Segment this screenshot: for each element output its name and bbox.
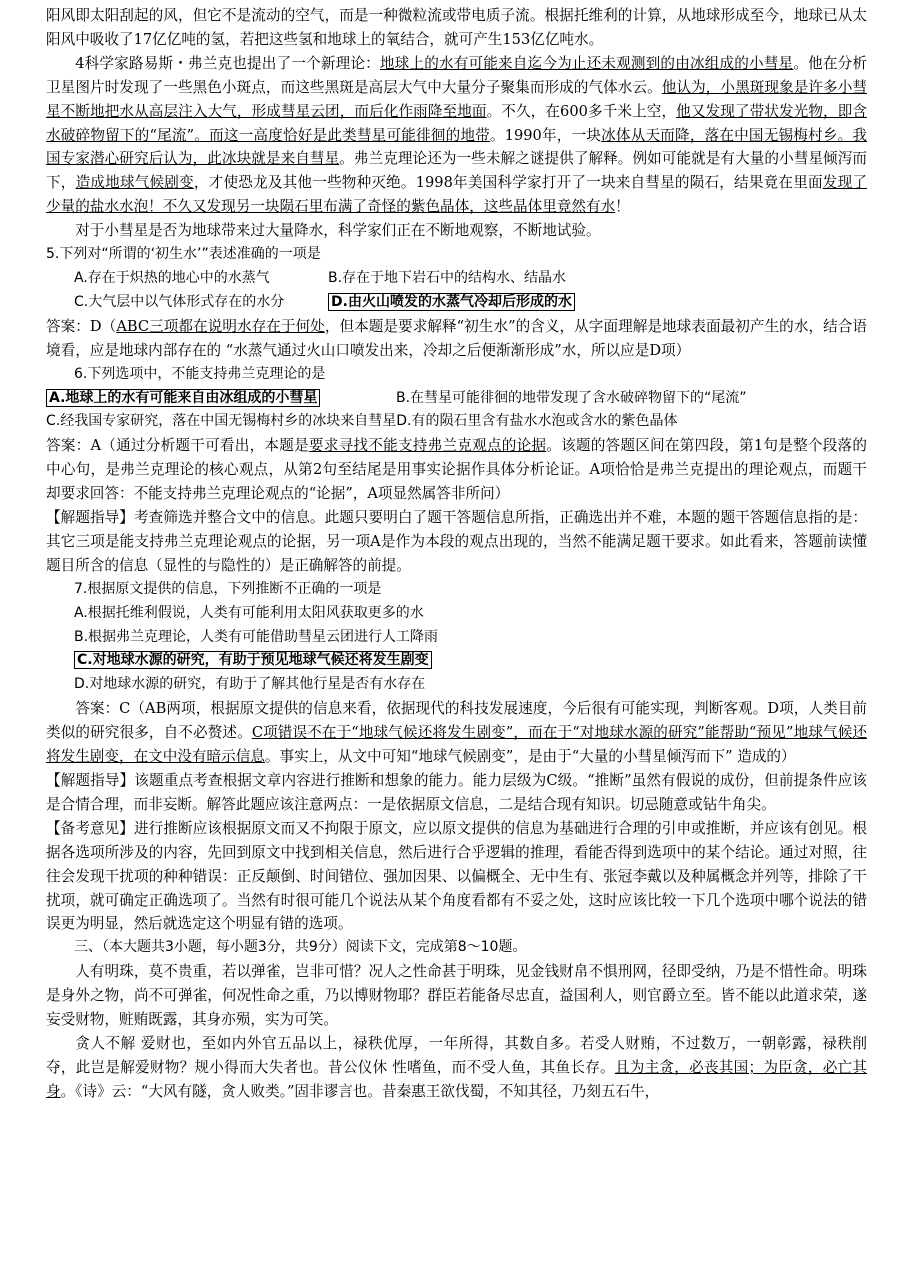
option-7c-correct: C.对地球水源的研究，有助于预见地球气候还将发生剧变 xyxy=(74,651,432,669)
passage-paragraph-5: 对于小彗星是否为地球带来过大量降水，科学家们正在不断地观察，不断地试验。 xyxy=(75,222,601,240)
option-6a-correct: A.地球上的水有可能来自由冰组成的小彗星 xyxy=(46,389,320,407)
underlined-phrase: C项错误不在于“地球气候还将发生剧变”，而在于“对地球水源的研究”能帮助“预见”地球气候还将发生剧变，在文中没有暗示信息 xyxy=(46,724,867,766)
underlined-phrase: 地球上的水有可能来自迄今为止还未观测到的由冰组成的小彗星 xyxy=(379,54,794,72)
option-6b: B.在彗星可能徘徊的地带发现了含水破碎物留下的“尾流” xyxy=(396,389,747,406)
option-6d: D.有的陨石里含有盐水水泡或含水的紫色晶体 xyxy=(396,413,678,430)
underlined-phrase: 发现了少量的盐水水泡！不久又发现另一块陨石里布满了奇怪的紫色晶体，这些晶体里竟然有水 xyxy=(46,174,867,216)
question-6-options-row-1 xyxy=(46,387,867,411)
question-6-guide: 【解题指导】考查筛选并整合文中的信息。此题只要明白了题干答题信息所指，正确选出并不难，本题的题干答题信息指的是：其它三项是能支持弗兰克理论观点的论据，另一项A是作为本段的观点出现的，当然不能满足题干要求。如此看来，答题前读懂题目所含的信息（显性的与隐性的）是正确解答的前提。 xyxy=(46,509,867,574)
question-5-options-row-1 xyxy=(46,267,867,291)
classical-paragraph-1: 人有明珠，莫不贵重，若以弹雀，岂非可惜？况人之性命甚于明珠，见金钱财帛不惧刑网，径即受纳，乃是不惜性命。明珠是身外之物，尚不可弹雀，何况性命之重，乃以博财物耶？群臣若能备尽忠直，益国利人，则官爵立至。皆不能以此道求荣，遂妄受财物，赃贿既露，其身亦殒，实为可笑。 xyxy=(46,963,867,1029)
section-3-title: 三、（本大题共3小题，每小题3分，共9分）阅读下文，完成第8～10题。 xyxy=(74,939,527,956)
passage-paragraph-4: 4科学家路易斯・弗兰克也提出了一个新理论：地球上的水有可能来自迄今为止还未观测到的由冰组成的小彗星。他在分析卫星图片时发现了一些黑色小斑点，而这些黑斑是高层大气中大量分子聚集而形成的气体水云。他认为，小黑斑现象是许多小彗星不断地把水从高层注入大气，形成彗星云团，而后化作雨降至地面。不久，在600多千米上空，他又发现了带状发光物，即含水破碎物留下的“尾流”。而这一高度恰好是此类彗星可能徘徊的地带。1990年，一块冰体从天而降，落在中国无锡梅村乡。我国专家潜心研究后认为，此冰块就是来自彗星。弗兰克理论还为一些未解之谜提供了解释。例如可能就是有大量的小彗星倾泻而下，造成地球气候剧变，才使恐龙及其他一些物种灭绝。1998年美国科学家打开了一块来自彗星的陨石，结果竟在里面发现了少量的盐水水泡！不久又发现另一块陨石里布满了奇怪的紫色晶体，这些晶体里竟然有水！ xyxy=(46,54,867,216)
option-7b: B.根据弗兰克理论，人类有可能借助彗星云团进行人工降雨 xyxy=(74,628,439,645)
question-6-options-row-2 xyxy=(46,410,867,434)
underlined-phrase: 且为主贪，必丧其国；为臣贪，必亡其身 xyxy=(46,1058,867,1100)
option-5b: B.存在于地下岩石中的结构水、结晶水 xyxy=(328,269,567,286)
question-7-guide: 【解题指导】该题重点考查根据文章内容进行推断和想象的能力。能力层级为C级。“推断”虽然有假说的成份，但前提条件应该是合情合理，而非妄断。解答此题应该注意两点：一是依据原文信息，二是结合现有知识。切忌随意或钻牛角尖。 xyxy=(46,772,867,813)
question-5-answer: 答案：D（ABC三项都在说明水存在于何处，但本题是要求解释“初生水”的含义，从字面理解是地球表面最初产生的水，结合语境看，应是地球内部存在的 “水蒸气通过火山口喷发出来，冷却之后便渐渐形成”水，所以应是D项） xyxy=(46,317,867,359)
question-7-advice: 【备考意见】进行推断应该根据原文而又不拘限于原文，应以原文提供的信息为基础进行合理的引申或推断，并应该有创见。根据各选项所涉及的内容，先回到原文中找到相关信息，然后进行合乎逻辑的推理，看能否得到选项中的某个结论。通过对照，往往会发现干扰项的种种错误：正反颠倒、时间错位、强加因果、以偏概全、无中生有、张冠李戴以及种属概念并列等，排除了干扰项，就可确定正确选项了。当然有时很可能几个说法从某个角度看都有不妥之处，这时应该比较一下几个选项中哪个说法的错误更为明显，然后就选定这个明显有错的选项。 xyxy=(46,819,867,933)
underlined-phrase: 要求寻找不能支持弗兰克观点的论据 xyxy=(308,437,547,455)
option-5c: C.大气层中以气体形式存在的水分 xyxy=(74,293,285,310)
underlined-phrase: 他又发现了带状发光物，即含水破碎物留下的“尾流”。而这一高度恰好是此类彗星可能徘徊的地带 xyxy=(46,102,867,144)
question-7-answer: 答案：C（AB两项，根据原文提供的信息来看，依据现代的科技发展速度，今后很有可能实现，判断客观。D项，人类目前类似的研究很多，自不必赘述。C项错误不在于“地球气候还将发生剧变”，而在于“对地球水源的研究”能帮助“预见”地球气候还将发生剧变，在文中没有暗示信息。事实上，从文中可知“地球气候剧变”，是由于“大量的小彗星倾泻而下” 造成的） xyxy=(46,700,867,766)
question-5-stem: 5.下列对“所谓的‘初生水’”表述准确的一项是 xyxy=(46,246,321,263)
option-5a: A.存在于炽热的地心中的水蒸气 xyxy=(74,269,270,286)
option-7a: A.根据托维利假说，人类有可能利用太阳风获取更多的水 xyxy=(74,604,424,621)
option-6c: C.经我国专家研究，落在中国无锡梅村乡的冰块来自彗星 xyxy=(46,413,397,430)
option-7c-row xyxy=(46,649,867,673)
underlined-phrase: 他认为，小黑斑现象是许多小彗星不断地把水从高层注入大气，形成彗星云团，而后化作雨降至地面 xyxy=(46,78,867,120)
question-5-options-row-2 xyxy=(46,291,867,315)
classical-paragraph-2: 贪人不解 爱财也，至如内外官五品以上，禄秩优厚，一年所得，其数自多。若受人财贿，不过数万，一朝彰露，禄秩削夺，此岂是解爱财物？规小得而大失者也。昔公仪休 性嗜鱼，而不受人鱼，其鱼长存。且为主贪，必丧其国；为臣贪，必亡其身。《诗》云：“大风有隧，贪人败类。”固非谬言也。昔秦惠王欲伐蜀，不知其径，乃刻五石牛， xyxy=(46,1034,867,1100)
question-6-stem: 6.下列选项中，不能支持弗兰克理论的是 xyxy=(74,365,326,382)
underlined-phrase: 冰体从天而降，落在中国无锡梅村乡。我国专家潜心研究后认为，此冰块就是来自彗星 xyxy=(46,126,867,168)
question-6-answer: 答案：A（通过分析题干可看出，本题是要求寻找不能支持弗兰克观点的论据。该题的答题区间在第四段，第1句是整个段落的中心句，是弗兰克理论的核心观点，从第2句至结尾是用事实论据作具体分析论证。A项恰恰是弗兰克提出的理论观点，而题干却要求回答：不能支持弗兰克理论观点的“论据”，A项显然属答非所问） xyxy=(46,437,867,503)
option-5d-correct: D.由火山喷发的水蒸气冷却后形成的水 xyxy=(328,293,575,311)
passage-paragraph-1: 阳风即太阳刮起的风，但它不是流动的空气，而是一种微粒流或带电质子流。根据托维利的计算，从地球形成至今，地球已从太阳风中吸收了17亿亿吨的氢，若把这些氢和地球上的氧结合，就可产生153亿亿吨水。 xyxy=(46,7,867,48)
underlined-phrase: ABC三项都在说明水存在于何处 xyxy=(116,317,325,335)
question-7-stem: 7.根据原文提供的信息，下列推断不正确的一项是 xyxy=(74,580,382,597)
underlined-phrase: 造成地球气候剧变 xyxy=(75,174,194,192)
option-7d: D.对地球水源的研究，有助于了解其他行星是否有水存在 xyxy=(74,676,426,693)
